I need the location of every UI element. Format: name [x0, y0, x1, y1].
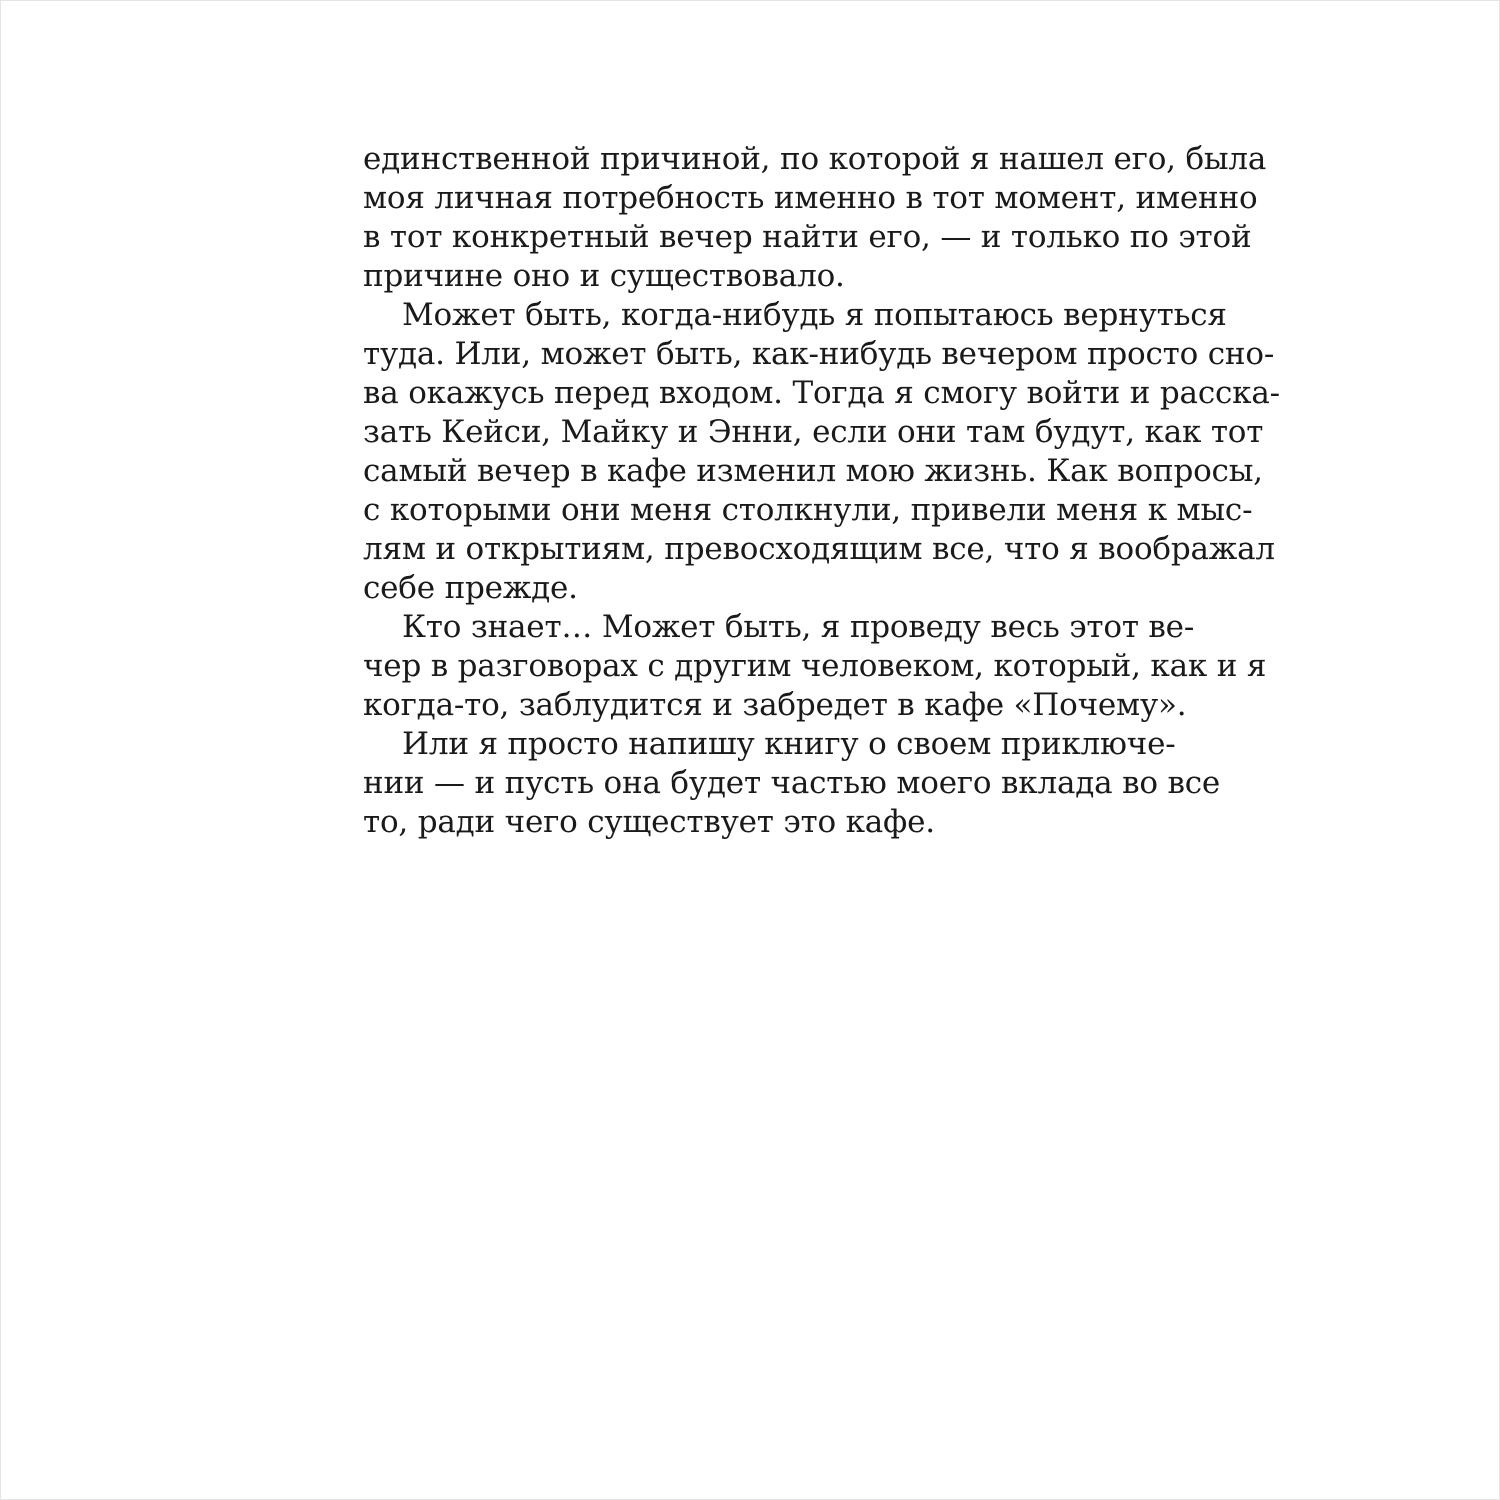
text-line: с которыми они меня столкнули, привели меня к мыс- [363, 492, 1253, 528]
text-line: причине оно и существовало. [363, 258, 845, 294]
text-line: ва окажусь перед входом. Тогда я смогу войти и расска- [363, 375, 1280, 411]
text-line: самый вечер в кафе изменил мою жизнь. Как вопросы, [363, 453, 1263, 489]
text-line: чер в разговорах с другим человеком, который, как и я [363, 648, 1267, 684]
paragraph-3 [363, 608, 1267, 725]
text-line: когда-то, заблудится и забредет в кафе «Почему». [363, 687, 1187, 723]
paragraph-1 [363, 140, 1267, 296]
text-line: лям и открытиям, превосходящим все, что я воображал [363, 531, 1275, 567]
text-line: в тот конкретный вечер найти его, — и только по этой [363, 219, 1252, 255]
paragraph-4 [363, 725, 1221, 842]
text-line: зать Кейси, Майку и Энни, если они там будут, как тот [363, 414, 1264, 450]
text-line: Может быть, когда-нибудь я попытаюсь вернуться [402, 297, 1227, 333]
text-line: нии — и пусть она будет частью моего вклада во все [363, 765, 1221, 801]
body-text [363, 140, 1280, 842]
paragraph-2 [363, 296, 1280, 608]
text-line: Кто знает… Может быть, я проведу весь этот ве- [402, 609, 1195, 645]
text-line: туда. Или, может быть, как-нибудь вечером просто сно- [363, 336, 1275, 372]
text-line: Или я просто напишу книгу о своем приключе- [402, 726, 1176, 762]
text-line: единственной причиной, по которой я нашел его, была [363, 141, 1267, 177]
text-line: то, ради чего существует это кафе. [363, 804, 935, 840]
text-line: моя личная потребность именно в тот момент, именно [363, 180, 1258, 216]
text-line: себе прежде. [363, 570, 578, 606]
